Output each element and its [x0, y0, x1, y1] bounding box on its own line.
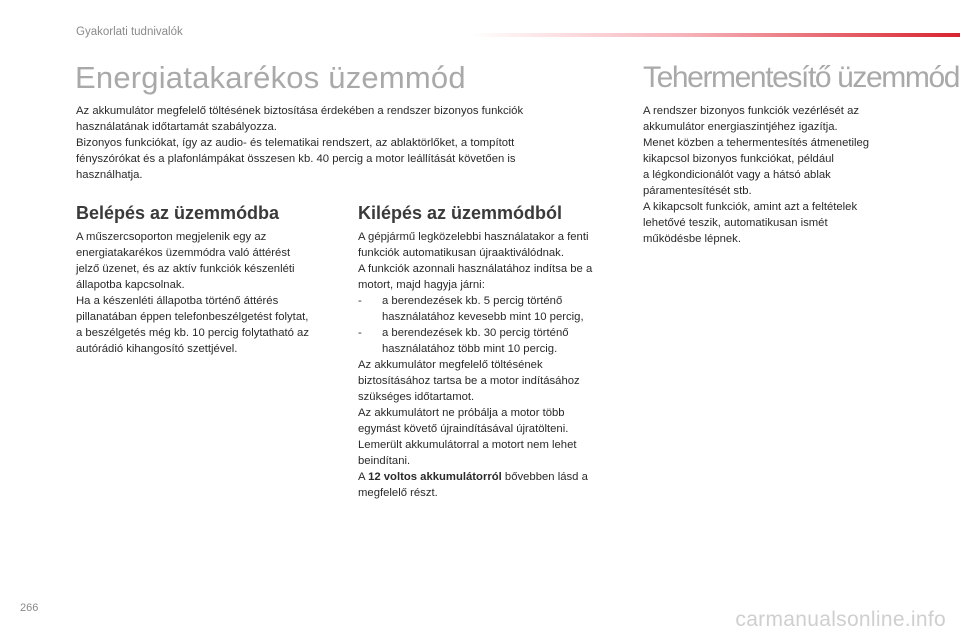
- text-line: a berendezések kb. 30 percig történő: [382, 327, 569, 339]
- text-line: funkciók automatikusan újraaktiválódnak.: [358, 247, 564, 259]
- eco-intro: [76, 103, 606, 183]
- text-line: biztosításához tartsa be a motor indításához: [358, 375, 580, 387]
- enter-mode-heading: Belépés az üzemmódba: [76, 203, 280, 223]
- header-accent-line: [470, 33, 960, 37]
- text-line: Menet közben a tehermentesítés átmenetileg: [643, 137, 870, 149]
- eco-mode-title: Energiatakarékos üzemmód: [75, 60, 466, 95]
- text-line: A műszercsoporton megjelenik egy az: [76, 231, 267, 243]
- bullet-dash: -: [358, 295, 362, 307]
- text-line: Az akkumulátort ne próbálja a motor több: [358, 407, 565, 419]
- watermark: carmanualsonline.info: [735, 608, 946, 631]
- text-line: A funkciók azonnali használatához indítsa be a: [358, 263, 593, 275]
- text-line: A kikapcsolt funkciók, amint azt a feltételek: [643, 201, 858, 213]
- text-line: jelző üzenet, és az aktív funkciók készenléti: [76, 263, 295, 275]
- text-line: A gépjármű legközelebbi használatakor a fenti: [358, 231, 589, 243]
- text-line: megfelelő részt.: [358, 487, 438, 499]
- text-line: a légkondicionálót vagy a hátsó ablak: [643, 169, 831, 181]
- list-item: [358, 293, 618, 325]
- text-line: Az akkumulátor megfelelő töltésének: [358, 359, 543, 371]
- text-line: Bizonyos funkciókat, így az audio- és telematikai rendszert, az ablaktörlőket, a tompított: [76, 137, 515, 149]
- load-shedding-title: Tehermentesítő üzemmód: [643, 61, 960, 94]
- bullet-dash: -: [358, 327, 362, 339]
- text-line: a berendezések kb. 5 percig történő: [382, 295, 563, 307]
- text-line: motort, majd hagyja járni:: [358, 279, 485, 291]
- text-line: működésbe lépnek.: [643, 233, 741, 245]
- text-line: fényszórókat és a plafonlámpákat összesen kb. 40 percig a motor leállítását követően is: [76, 153, 516, 165]
- text-line: állapotba kapcsolnak.: [76, 279, 185, 291]
- load-shedding-text: [643, 103, 908, 247]
- text-line: használatához több mint 10 percig.: [382, 343, 558, 355]
- text-line: használatának időtartamát szabályozza.: [76, 121, 277, 133]
- text-line: szükséges időtartamot.: [358, 391, 475, 403]
- text-line: Az akkumulátor megfelelő töltésének biztosítása érdekében a rendszer bizonyos funkciók: [76, 105, 524, 117]
- exit-mode-heading: Kilépés az üzemmódból: [358, 203, 563, 223]
- text-line: kikapcsol bizonyos funkciókat, például: [643, 153, 834, 165]
- section-name: Gyakorlati tudnivalók: [76, 26, 183, 38]
- exit-mode-text: [358, 229, 618, 501]
- text-line: lehetővé teszik, automatikusan ismét: [643, 217, 828, 229]
- text-line: autórádió kihangosító szettjével.: [76, 343, 238, 355]
- text-line: energiatakarékos üzemmódra való áttérést: [76, 247, 291, 259]
- page-number: 266: [20, 602, 39, 614]
- text-line: használhatja.: [76, 169, 143, 181]
- text-line: használatához kevesebb mint 10 percig,: [382, 311, 584, 323]
- text-line: pillanatában éppen telefonbeszélgetést folytat,: [76, 311, 309, 323]
- battery-reference: 12 voltos akkumulátorról: [368, 471, 502, 483]
- text-fragment: bővebben lásd a: [501, 471, 588, 483]
- text-line: akkumulátor energiaszintjéhez igazítja.: [643, 121, 838, 133]
- text-line: beindítani.: [358, 455, 411, 467]
- enter-mode-text: [76, 229, 336, 357]
- text-line: páramentesítését stb.: [643, 185, 752, 197]
- text-line: Lemerült akkumulátorral a motort nem lehet: [358, 439, 577, 451]
- text-line: A rendszer bizonyos funkciók vezérlését az: [643, 105, 860, 117]
- text-line: egymást követő újraindításával újratölteni.: [358, 423, 569, 435]
- list-item: [358, 325, 618, 357]
- text-fragment: A: [358, 471, 369, 483]
- text-line: Ha a készenléti állapotba történő áttérés: [76, 295, 279, 307]
- text-line: a beszélgetés még kb. 10 percig folytatható az: [76, 327, 309, 339]
- text-line: [358, 469, 618, 485]
